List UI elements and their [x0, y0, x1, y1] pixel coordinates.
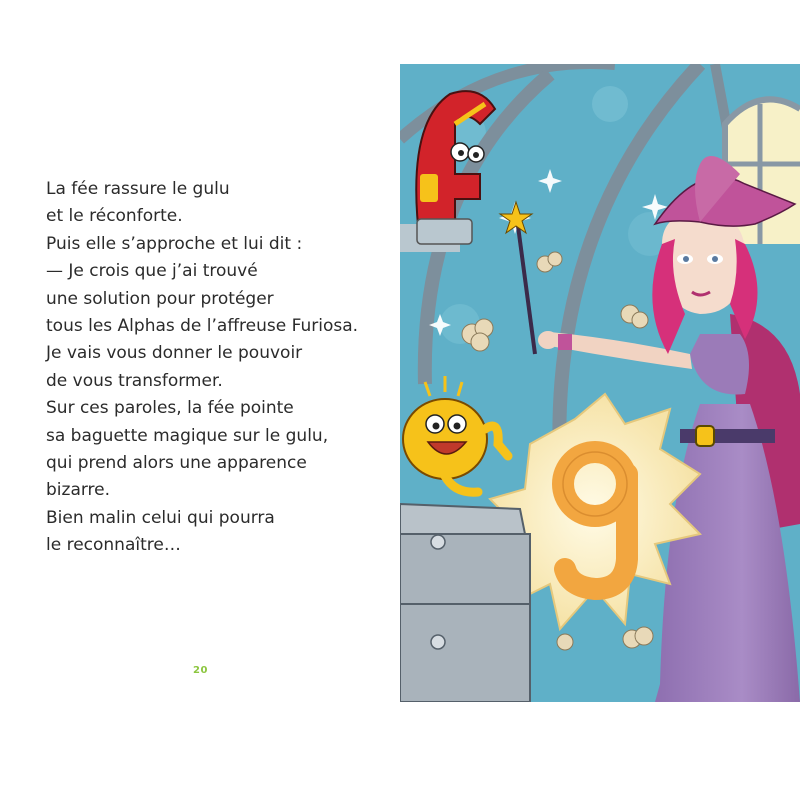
- story-line: — Je crois que j’ai trouvé: [46, 261, 258, 282]
- chest-of-drawers: [400, 504, 530, 702]
- story-line: Bien malin celui qui pourra: [46, 507, 275, 528]
- story-line: de vous transformer.: [46, 370, 223, 391]
- story-line: et le réconforte.: [46, 206, 183, 227]
- story-line: une solution pour protéger: [46, 288, 274, 309]
- story-line: Je vais vous donner le pouvoir: [46, 343, 303, 364]
- story-line: Sur ces paroles, la fée pointe: [46, 398, 294, 419]
- story-line: Puis elle s’approche et lui dit :: [46, 233, 303, 254]
- story-line: sa baguette magique sur le gulu,: [46, 425, 329, 446]
- page-number: 20: [193, 665, 208, 676]
- story-line: qui prend alors une apparence: [46, 453, 307, 474]
- bokeh: [592, 86, 628, 122]
- story-line: La fée rassure le gulu: [46, 179, 230, 199]
- story-text: [46, 176, 358, 560]
- story-line: tous les Alphas de l’affreuse Furiosa.: [46, 316, 359, 337]
- story-illustration: [400, 64, 800, 702]
- story-line: bizarre.: [46, 480, 111, 501]
- story-line: le reconnaître…: [46, 535, 181, 556]
